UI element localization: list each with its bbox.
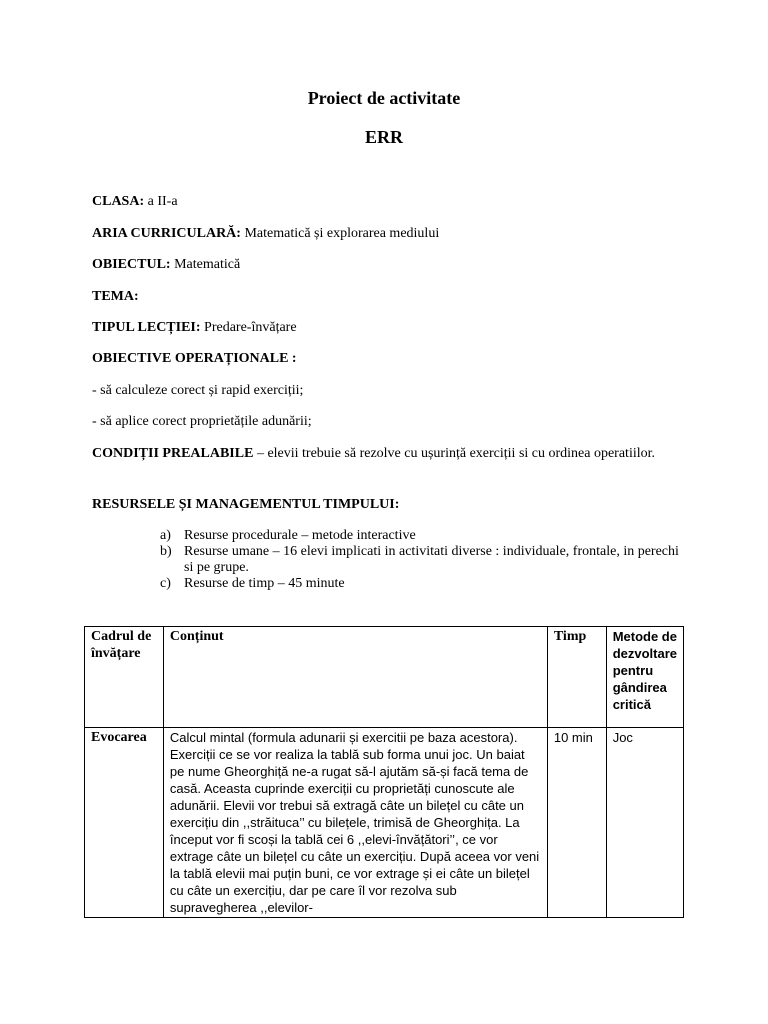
tipul-value: Predare-învățare (204, 320, 297, 335)
clasa-line (92, 193, 682, 211)
header-timp: Timp (547, 627, 606, 728)
resurse-label: RESURSELE ȘI MANAGEMENTUL TIMPULUI: (92, 497, 400, 512)
aria-line (92, 225, 682, 243)
clasa-value: a II-a (147, 194, 178, 209)
table-row (85, 728, 684, 918)
obiectul-line (92, 256, 682, 274)
tipul-label: TIPUL LECȚIEI: (92, 320, 201, 335)
list-item-text: Resurse procedurale – metode interactive (184, 528, 416, 543)
cell-cadrul: Evocarea (85, 728, 164, 918)
cell-continut: Calcul mintal (formula adunarii și exercitii pe baza acestora). Exerciții ce se vor realiza la tablă sub forma unui joc. Un baiat pe nume Gheorghiță ne-a rugat să-l ajutăm să-și facă tema de casă. Aceasta cuprinde exerciții cu proprietăți cunoscute ale adunării. Elevii vor trebui să extragă câte un bilețel cu câte un exercițiu din ,,străituca’’ cu bilețele, trimisă de Gheorghița. La început vor fi scoși la tablă cei 6 ,,elevi-învățători’’, ce vor extrage câte un bilețel cu câte un exercițiu. După aceea vor veni la tablă elevii mai puțin buni, ce vor extrage și ei câte un bilețel cu câte un exercițiu, dar pe care îl vor rezolva sub supravegherea ,,elevilor- (163, 728, 547, 918)
resurse-heading (92, 496, 682, 514)
list-marker: c) (160, 576, 171, 591)
clasa-label: CLASA: (92, 194, 145, 209)
tema-line (92, 288, 682, 306)
conditii-label: CONDIȚII PREALABILE (92, 446, 254, 461)
obiective-label: OBIECTIVE OPERAȚIONALE : (92, 351, 297, 366)
cell-metode: Joc (606, 728, 683, 918)
list-item (160, 576, 680, 592)
document-subtitle: ERR (364, 127, 403, 147)
resurse-list (160, 528, 680, 592)
obiectiv-item: - să aplice corect proprietățile adunării; (92, 414, 312, 429)
header-metode: Metode de dezvoltare pentru gândirea critică (606, 627, 683, 728)
table-header-row (85, 627, 684, 728)
conditii-paragraph (92, 445, 682, 463)
document-title: Proiect de activitate (307, 88, 461, 108)
list-marker: b) (160, 544, 172, 559)
cell-timp: 10 min (547, 728, 606, 918)
aria-label: ARIA CURRICULARĂ: (92, 226, 241, 241)
obiectiv-item: - să calculeze corect și rapid exerciții; (92, 383, 304, 398)
tema-label: TEMA: (92, 289, 139, 304)
list-item-text: Resurse umane – 16 elevi implicati in activitati diverse : individuale, frontale, in perechi si pe grupe. (184, 544, 679, 575)
aria-value: Matematică și explorarea mediului (244, 226, 440, 241)
list-item (160, 528, 680, 544)
list-item-text: Resurse de timp – 45 minute (184, 576, 345, 591)
list-item (160, 544, 680, 576)
obiective-heading (92, 350, 682, 368)
obiectul-value: Matematică (174, 257, 241, 272)
header-continut: Conținut (163, 627, 547, 728)
list-marker: a) (160, 528, 171, 543)
tipul-line (92, 319, 682, 337)
lesson-table (84, 626, 684, 918)
conditii-value: – elevii trebuie să rezolve cu ușurință exerciții si cu ordinea operatiilor. (253, 446, 656, 461)
obiectul-label: OBIECTUL: (92, 257, 171, 272)
header-cadrul: Cadrul de învățare (85, 627, 164, 728)
